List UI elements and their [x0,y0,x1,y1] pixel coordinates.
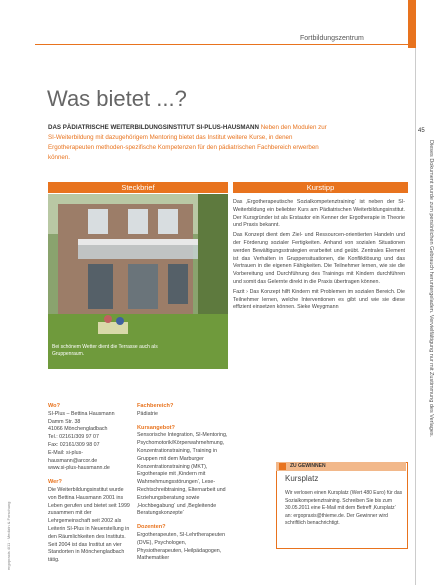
wo-line: www.si-plus-hausmann.de [48,465,110,472]
wo-line: Fax: 02161/309 98 07 [48,441,100,448]
steckbrief-header: Steckbrief [48,182,228,193]
fachbereich-heading: Fachbereich? [137,403,174,409]
kursangebot-text: Sensorische Integration, SI-Mentoring, Psychomotorik/Körperwahrnehmung, Konzentrationstraining, Training in Gruppen mit dem Marburger Konzentrationstraining (MKT), Ergotherapie mit ‚Kindern mit Wahrnehmungsstörungen‘, Lese-Rechtschreibtraining, Elternarbeit und Erziehungsberatung sowie ‚Hochbegabung‘ und ‚Begleitende Beratungskonzepte‘ [137,432,228,517]
wo-line: Damm Str. 38 [48,418,81,425]
kurstipp-paragraph: Fazit › Das Konzept hilft Kindern mit Problemen im sozialen Bereich. Die Teilnehmer lernen, welche Interventionen es gibt und wie sie diese effizient einsetzen können. Sieke Weygmann [233,288,405,311]
fachbereich-text: Pädiatrie [137,410,158,417]
kursplatz-title: Kursplatz [285,474,319,483]
intro-paragraph [48,123,330,163]
dozenten-text: Ergotherapeuten, SI-Lehrtherapeuten (DVE), Psychologen, Physiotherapeuten, Heilpädagogen, Mathematiker [137,531,226,562]
photo-caption: Bei schönem Wetter dient die Terrasse auch als Gruppenraum. [52,344,158,357]
wo-line: E-Mail: si-plus-hausmann@arcor.de [48,449,98,464]
intro-lead: DAS PÄDIATRISCHE WEITERBILDUNGSINSTITUT SI-PLUS-HAUSMANN [48,124,259,131]
steckbrief-col-2 [137,403,228,563]
dozenten-heading: Dozenten? [137,524,166,531]
orange-corner-bar [408,0,416,48]
kurstipp-paragraph: Das Konzept dient dem Ziel- und Ressourcen-orientierten Handeln und der Förderung sozialer Fertigkeiten. Anhand von sozialen Situationen werden Bewältigungsstrategien erarbeitet und geübt. Zentrales Element ist das Verhalten in Gruppensituationen, die Konfliktlösung und das Vertrauen in die eigenen Fähigkeiten. Die Teilnehmer lernen, wie sie die Vorbereitung und Durchführung des Trainings mit Kindern durchführen und somit das Gelernte direkt in die Praxis übertragen können. [233,232,405,285]
kursplatz-text: Wir verlosen einen Kursplatz (Wert 480 Euro) für das Sozialkompetenztraining. Schreiben Sie bis zum 30.05.2011 eine E-Mail mit dem Betreff ‚Kursplatz‘ an: ergopraxis@thieme.de. Der Gewinner wird schriftlich benachrichtigt. [285,490,403,526]
steckbrief-col-1 [48,403,132,565]
wo-line: Tel.: 02161/309 97 07 [48,434,99,441]
side-note: Dieses Dokument wurde zum persönlichen Gebrauch heruntergeladen. Vervielfältigung nur mit Zustimmung des Verlages. [428,140,434,438]
wo-line: 41066 Mönchengladbach [48,426,108,433]
wo-line: SI-Plus – Bettina Hausmann [48,410,115,417]
kurstipp-header: Kurstipp [233,182,408,193]
margin-rule [415,48,416,585]
wer-heading: Wer? [48,479,62,486]
vertical-footer: ergopraxis 4/11 · Medizin & Forschung [6,501,11,570]
intro-text: Neben den Modulen zur SI-Weiterbildung mit dazugehörigem Mentoring bietet das Institut weitere Kurse, in denen Ergotherapeuten methoden-spezifische Kompetenzen für den pädiatrischen Fachbereich erwerben können. [48,124,327,161]
wer-text: Die Weiterbildungsinstitut wurde von Bettina Hausmann 2001 ins Leben gerufen und bietet seit 1999 zusammen mit der Lehrgemeinschaft seit 2002 als Leiterin SI-Plus in Neuerstellung in den Räumlichkeiten des Instituts. Seit 2004 ist das Institut an vier Standorten in Mönchengladbach tätig. [48,486,130,564]
kursplatz-label: ZU GEWINNEN [290,463,326,469]
section-label: Fortbildungszentrum [300,35,364,42]
kurstipp-paragraph: Das ‚Ergotherapeutische Sozialkompetenztraining‘ ist neben der SI-Weiterbildung ein beliebter Kurs am Pädiatrischen Weiterbildungsinstitut. Der Kursgründer ist als Erstautor ein Kenner der Ergotherapie in Theorie und Praxis bekannt. [233,199,405,229]
page-title: Was bietet ...? [47,86,187,111]
gift-icon [279,463,286,470]
kursangebot-heading: Kursangebot? [137,424,175,431]
page-number: 45 [418,128,425,134]
kurstipp-text [233,199,405,314]
header-rule [35,44,408,45]
building-photo [48,194,228,369]
wo-heading: Wo? [48,403,61,409]
